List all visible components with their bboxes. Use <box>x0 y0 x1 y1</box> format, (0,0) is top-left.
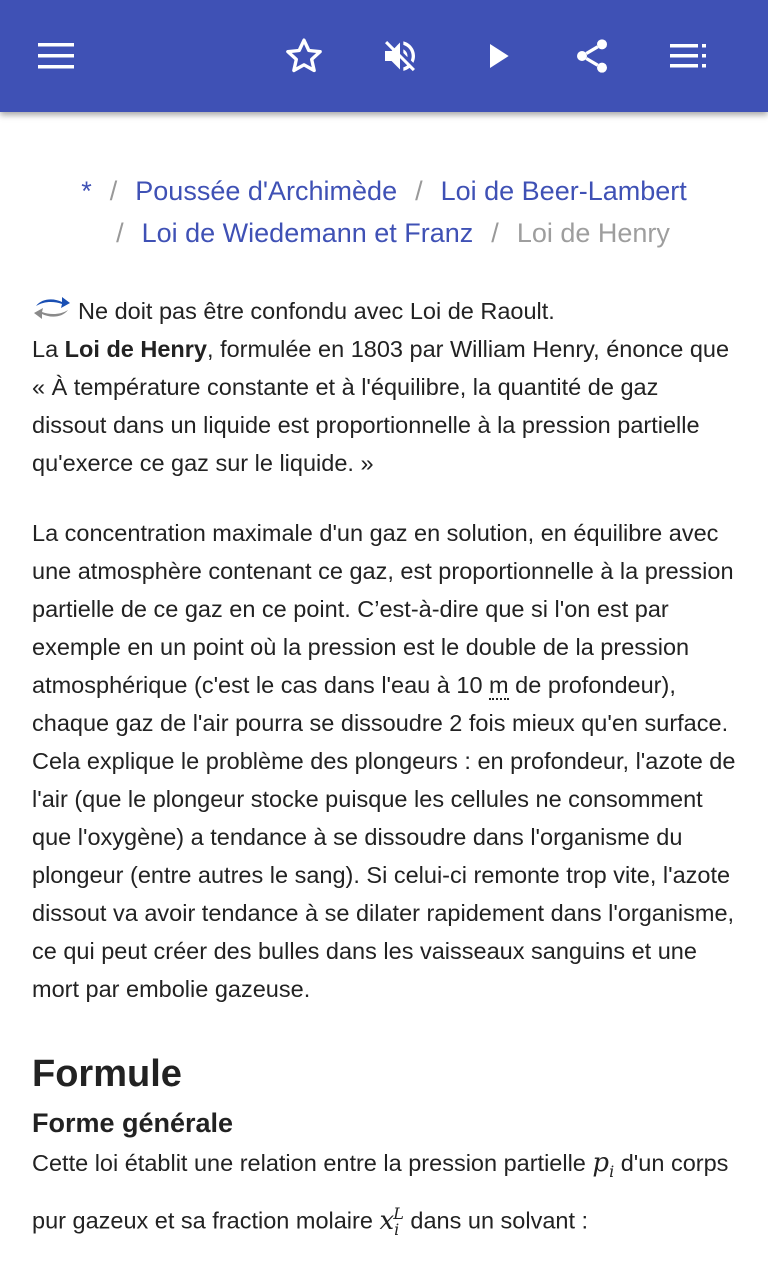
hatnote-text: Ne doit pas être confondu avec Loi de Raoult. <box>78 298 555 324</box>
paragraph-text: La concentration maximale d'un gaz en solution, en équilibre avec une atmosphère contenant ce gaz, est proportionnelle à la pression partielle de ce gaz en ce point. C’est-à-dire que si l'on est par exemple en un point où la pression est le double de la pression atmosphérique (c'est le cas dans l'eau à 10 <box>32 520 734 698</box>
breadcrumb-item-beer-lambert[interactable]: Loi de Beer-Lambert <box>440 176 687 206</box>
breadcrumb-item-root[interactable]: * <box>81 176 92 206</box>
intro-bold-term: Loi de Henry <box>64 336 208 362</box>
play-button[interactable] <box>470 28 526 84</box>
hamburger-menu-icon <box>36 41 76 71</box>
math-partial-pressure <box>592 1148 615 1182</box>
unit-abbreviation[interactable]: m <box>489 672 509 698</box>
disambiguation-icon <box>32 292 72 324</box>
math-base: x <box>379 1205 395 1236</box>
table-of-contents-button[interactable] <box>660 28 716 84</box>
menu-button[interactable] <box>28 28 84 84</box>
article-content <box>32 170 736 1251</box>
table-of-contents-icon <box>668 41 708 71</box>
share-icon <box>572 36 612 76</box>
formula-text: dans un solvant : <box>403 1207 589 1234</box>
breadcrumb-separator: / <box>109 176 118 206</box>
intro-paragraph <box>32 330 736 482</box>
paragraph-text: de profondeur), chaque gaz de l'air pourra se dissoudre 2 fois mieux qu'en surface. Cela explique le problème des plongeurs : en profondeur, l'azote de l'air (que le plongeur stocke puisque les cellules ne consomment que l'oxygène) a tendance à se dissoudre dans l'organisme du plongeur (entre autres le sang). Si celui-ci remonte trop vite, l'azote dissout va avoir tendance à se dilater rapidement dans l'organisme, ce qui peut créer des bulles dans les vaisseaux sanguins et une mort par embolie gazeuse. <box>32 672 736 1002</box>
breadcrumb-separator: / <box>116 218 124 248</box>
formula-paragraph <box>32 1142 736 1251</box>
breadcrumb-item-archimede[interactable]: Poussée d'Archimède <box>135 176 398 206</box>
math-base: p <box>592 1148 610 1178</box>
volume-off-icon <box>380 36 420 76</box>
favorite-button[interactable] <box>276 28 332 84</box>
intro-prefix: La <box>32 336 65 362</box>
section-heading: Formule <box>32 1053 182 1095</box>
share-button[interactable] <box>564 28 620 84</box>
breadcrumb-item-wiedemann-franz[interactable]: Loi de Wiedemann et Franz <box>141 218 474 248</box>
math-subscript: i <box>609 1162 615 1182</box>
breadcrumb-separator: / <box>491 218 499 248</box>
concentration-paragraph <box>32 514 736 1008</box>
math-molar-fraction <box>379 1204 404 1240</box>
breadcrumb-current: Loi de Henry <box>516 218 670 248</box>
formula-text: Cette loi établit une relation entre la pression partielle <box>32 1150 593 1176</box>
play-icon <box>482 40 514 72</box>
math-superscript: L <box>393 1204 404 1224</box>
breadcrumb-line-2 <box>32 212 736 254</box>
breadcrumb <box>32 170 736 254</box>
breadcrumb-line-1 <box>32 170 736 212</box>
breadcrumb-separator: / <box>415 176 423 206</box>
subsection-heading: Forme générale <box>32 1108 234 1138</box>
mute-button[interactable] <box>372 28 428 84</box>
formula-text: d'un corps pur gazeux et sa fraction molaire <box>32 1150 729 1234</box>
app-bar <box>0 0 768 112</box>
star-outline-icon <box>284 36 324 76</box>
math-subscript: i <box>394 1220 400 1240</box>
intro-rest: , formulée en 1803 par William Henry, énonce que « À température constante et à l'équilibre, la quantité de gaz dissout dans un liquide est proportionnelle à la pression partielle qu'exerce ce gaz sur le liquide. » <box>32 336 730 476</box>
hatnote <box>32 292 736 330</box>
